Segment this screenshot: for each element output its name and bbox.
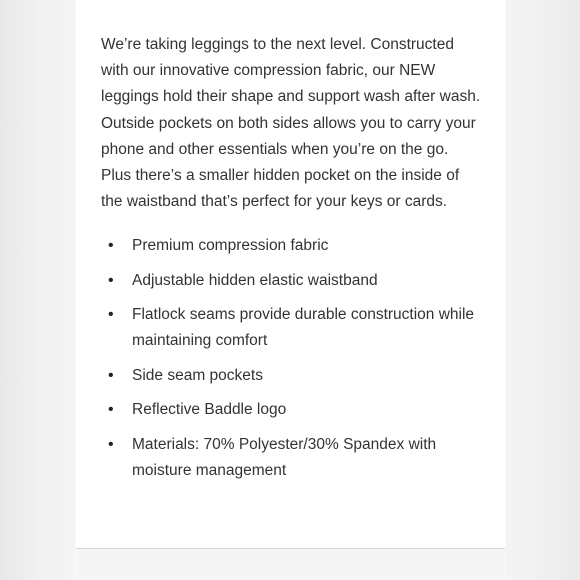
bullet-icon: • xyxy=(108,366,114,384)
feature-item xyxy=(101,363,481,389)
bullet-icon: • xyxy=(108,237,114,255)
feature-text: Materials: 70% Polyester/30% Spandex with moisture management xyxy=(132,435,437,479)
product-description-text: We’re taking leggings to the next level. Constructed with our innovative compression fabric, our NEW leggings hold their shape and support wash after wash. Outside pockets on both sides allows you to carry your phone and other essentials when you’re on the go. Plus there’s a smaller hidden pocket on the inside of the waistband that’s perfect for your keys or cards. xyxy=(101,36,481,211)
feature-item xyxy=(101,233,481,259)
bullet-icon: • xyxy=(108,435,114,453)
feature-item xyxy=(101,302,481,354)
feature-text: Adjustable hidden elastic waistband xyxy=(132,271,378,289)
feature-text: Reflective Baddle logo xyxy=(132,401,287,419)
bullet-icon: • xyxy=(108,306,114,324)
description-content xyxy=(101,32,481,492)
feature-item xyxy=(101,397,481,423)
feature-text: Flatlock seams provide durable construction while maintaining comfort xyxy=(132,306,475,350)
feature-text: Side seam pockets xyxy=(132,366,263,384)
card-footer-strip xyxy=(76,549,505,580)
bullet-icon: • xyxy=(108,271,114,289)
feature-text: Premium compression fabric xyxy=(132,237,329,255)
bullet-icon: • xyxy=(108,401,114,419)
feature-list xyxy=(101,233,481,484)
feature-item xyxy=(101,268,481,294)
feature-item xyxy=(101,432,481,484)
